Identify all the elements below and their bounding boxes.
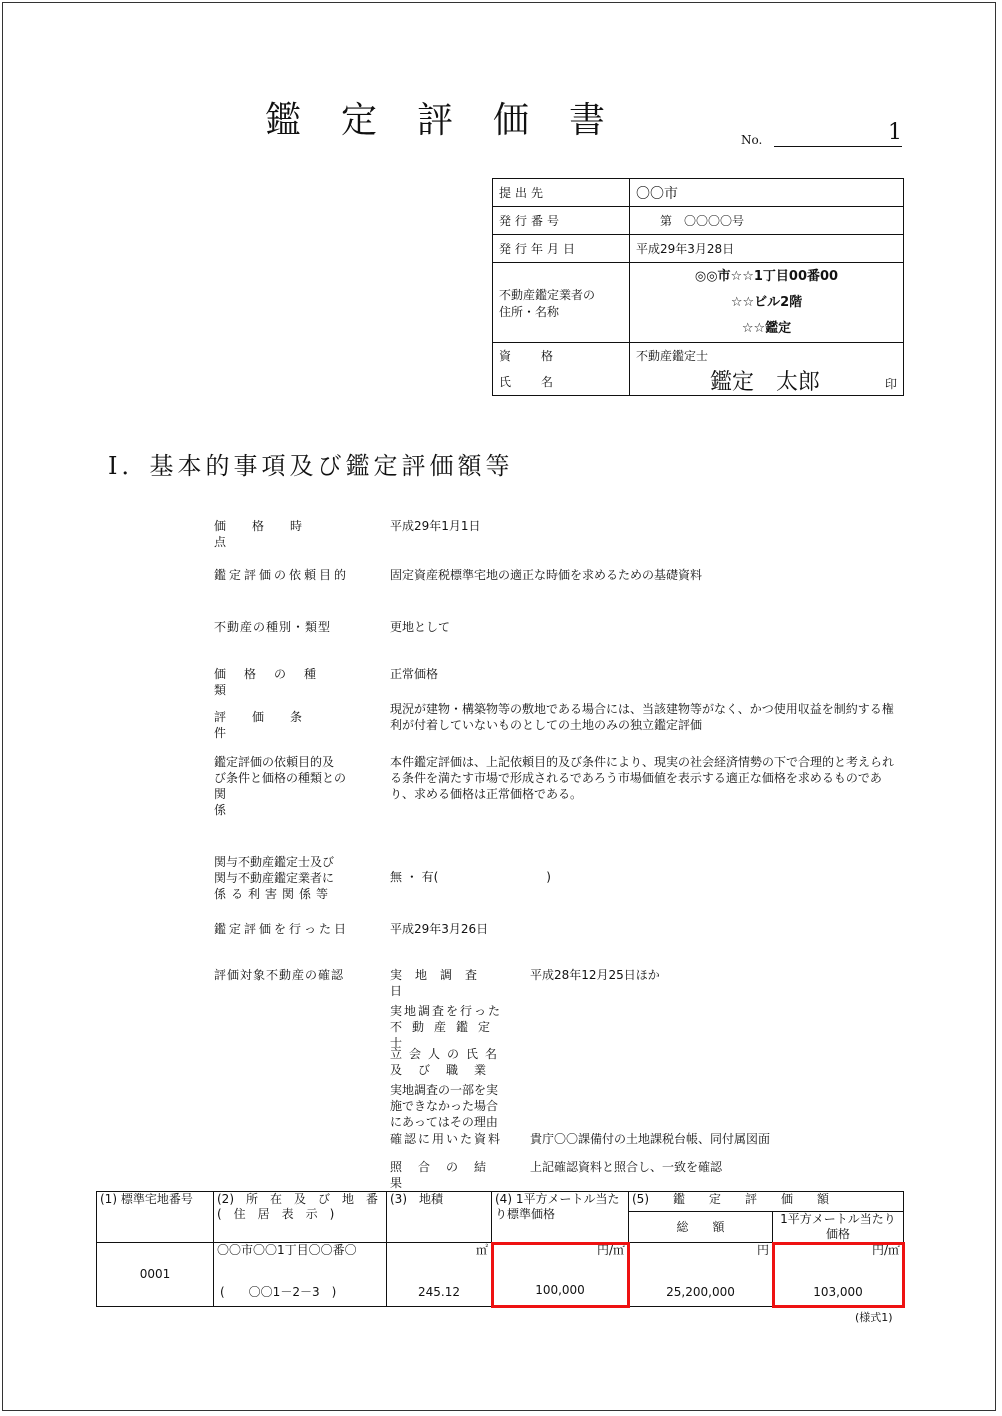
purpose-label: 鑑定評価の依頼目的 bbox=[214, 568, 350, 582]
issue-date-label: 発行年月日 bbox=[493, 235, 630, 263]
unit-price-value: 103,000 bbox=[813, 1285, 863, 1299]
header-location-line-2: ( 住 居 表 示 ) bbox=[217, 1207, 335, 1221]
area-cell bbox=[387, 1243, 492, 1307]
relation-label-line-1: 鑑定評価の依頼目的及 bbox=[214, 755, 335, 769]
materials-label: 確認に用いた資料 bbox=[390, 1132, 503, 1146]
interest-label-line-3: 係る利害関係等 bbox=[214, 887, 334, 901]
location-cell bbox=[214, 1243, 387, 1307]
result-label: 照合の結果 bbox=[390, 1160, 503, 1190]
price-kind-label: 価格の種類 bbox=[214, 667, 335, 697]
condition-value: 現況が建物・構築物等の敷地である場合には、当該建物等がなく、かつ使用収益を制約する権利が付着していないものとしての土地のみの独立鑑定評価 bbox=[390, 702, 894, 732]
relation-label-line-3: 関係 bbox=[214, 787, 327, 817]
eval-date-value: 平成29年3月26日 bbox=[390, 922, 489, 936]
area-unit: ㎡ bbox=[475, 1243, 488, 1257]
header-location-line-1: (2) 所 在 及 び 地 番 bbox=[217, 1192, 378, 1206]
reason-label-line-2: 施できなかった場合 bbox=[390, 1099, 499, 1113]
interest-label-line-2: 関与不動産鑑定業者に bbox=[214, 871, 335, 885]
issuer-info-table bbox=[492, 178, 904, 396]
reason-label bbox=[390, 1082, 508, 1130]
header-area: (3) 地積 bbox=[387, 1192, 492, 1243]
price-date-label: 価格時点 bbox=[214, 519, 329, 549]
section-title: Ⅰ．基本的事項及び鑑定評価額等 bbox=[108, 452, 514, 480]
std-price-unit: 円/㎡ bbox=[596, 1243, 625, 1257]
relation-value: 本件鑑定評価は、上記依頼目的及び条件により、現実の社会経済情勢の下で合理的と考えられる条件を満たす市場で形成されるであろう市場価値を表示する適正な価格を求めるものであり、求める価格は正常価格である。 bbox=[390, 755, 895, 801]
issue-number-value bbox=[630, 207, 904, 235]
area-value: 245.12 bbox=[418, 1285, 460, 1299]
document-title: 鑑定評価書 bbox=[265, 100, 646, 141]
location-value: 〇〇市〇〇1丁目〇〇番〇 bbox=[217, 1243, 357, 1257]
header-std-price: (4) 1平方メートル当たり標準価格 bbox=[492, 1192, 629, 1243]
total-unit: 円 bbox=[756, 1243, 769, 1257]
interest-label bbox=[214, 854, 352, 902]
qualification-label: 資格 bbox=[499, 349, 584, 363]
surveyor-label bbox=[390, 1003, 508, 1051]
header-total: 総 額 bbox=[629, 1212, 773, 1243]
appraiser-name: 鑑定 太郎 bbox=[710, 370, 821, 395]
type-label: 不動産の種別・類型 bbox=[214, 620, 332, 634]
qualification-value: 不動産鑑定士 bbox=[636, 349, 709, 363]
recipient-value: 〇〇市 bbox=[630, 179, 904, 207]
issue-date-value: 平成29年3月28日 bbox=[630, 235, 904, 263]
header-lot-no: (1) 標準宅地番号 bbox=[97, 1192, 214, 1243]
issue-number-label: 発行番号 bbox=[493, 207, 630, 235]
type-value: 更地として bbox=[390, 620, 451, 634]
number-value: 1 bbox=[774, 120, 902, 147]
witness-label-line-1: 立会人の氏名 bbox=[390, 1047, 505, 1061]
witness-label bbox=[390, 1046, 508, 1078]
appraiser-label-line-2: 住所・名称 bbox=[499, 304, 560, 319]
relation-label bbox=[214, 754, 352, 818]
interest-value: 無 ・ 有( ) bbox=[390, 870, 551, 884]
witness-label-line-2: 及び職業 bbox=[390, 1063, 503, 1077]
residence-value: ( 〇〇1－2－3 ) bbox=[220, 1285, 337, 1299]
unit-price-unit: 円/㎡ bbox=[871, 1243, 900, 1257]
lot-number-cell: 0001 bbox=[97, 1243, 214, 1307]
header-location bbox=[214, 1192, 387, 1243]
name-label: 氏名 bbox=[499, 375, 584, 389]
std-price-value: 100,000 bbox=[535, 1283, 585, 1297]
reason-label-line-3: にあってはその理由 bbox=[390, 1115, 498, 1129]
form-number: (様式1) bbox=[855, 1311, 893, 1324]
land-price-table bbox=[96, 1191, 904, 1307]
qualification-name-value bbox=[630, 343, 904, 396]
appraiser-label bbox=[493, 263, 630, 343]
recipient-label: 提出先 bbox=[493, 179, 630, 207]
price-kind-value: 正常価格 bbox=[390, 667, 439, 681]
seal-mark: 印 bbox=[884, 377, 897, 391]
appraiser-address-1: ◎◎市☆☆1丁目00番00 bbox=[694, 268, 839, 284]
interest-label-line-1: 関与不動産鑑定士及び bbox=[214, 855, 335, 869]
reason-label-line-1: 実地調査の一部を実 bbox=[390, 1083, 499, 1097]
qualification-name-label bbox=[493, 343, 630, 396]
result-value: 上記確認資料と照合し、一致を確認 bbox=[530, 1160, 723, 1174]
survey-date-label: 実地調査日 bbox=[390, 968, 491, 998]
header-unit-price: 1平方メートル当たり価格 bbox=[773, 1212, 904, 1243]
issue-number-text: 第 〇〇〇〇号 bbox=[660, 214, 745, 228]
eval-date-label: 鑑定評価を行った日 bbox=[214, 922, 350, 936]
appraiser-address-2: ☆☆ビル2階 bbox=[730, 294, 803, 310]
header-appraisal-value: (5) 鑑 定 評 価 額 bbox=[629, 1192, 904, 1212]
materials-value: 貴庁〇〇課備付の土地課税台帳、同付属図面 bbox=[530, 1132, 771, 1146]
confirm-label: 評価対象不動産の確認 bbox=[214, 968, 345, 982]
appraiser-value bbox=[630, 263, 904, 343]
price-date-value: 平成29年1月1日 bbox=[390, 519, 481, 533]
relation-label-line-2: び条件と価格の種類との bbox=[214, 771, 347, 785]
surveyor-label-line-2: 不動産鑑定士 bbox=[390, 1020, 501, 1050]
purpose-value: 固定資産税標準宅地の適正な時価を求めるための基礎資料 bbox=[390, 568, 703, 582]
total-cell bbox=[629, 1243, 773, 1307]
appraiser-label-line-1: 不動産鑑定業者の bbox=[499, 287, 596, 302]
surveyor-label-line-1: 実地調査を行った bbox=[390, 1004, 503, 1018]
std-price-cell bbox=[492, 1243, 629, 1307]
number-label: No. bbox=[741, 133, 763, 147]
condition-label: 評価条件 bbox=[214, 710, 329, 740]
total-value: 25,200,000 bbox=[666, 1285, 735, 1299]
unit-price-cell bbox=[773, 1243, 904, 1307]
appraiser-company: ☆☆鑑定 bbox=[741, 320, 792, 336]
survey-date-value: 平成28年12月25日ほか bbox=[530, 968, 660, 982]
